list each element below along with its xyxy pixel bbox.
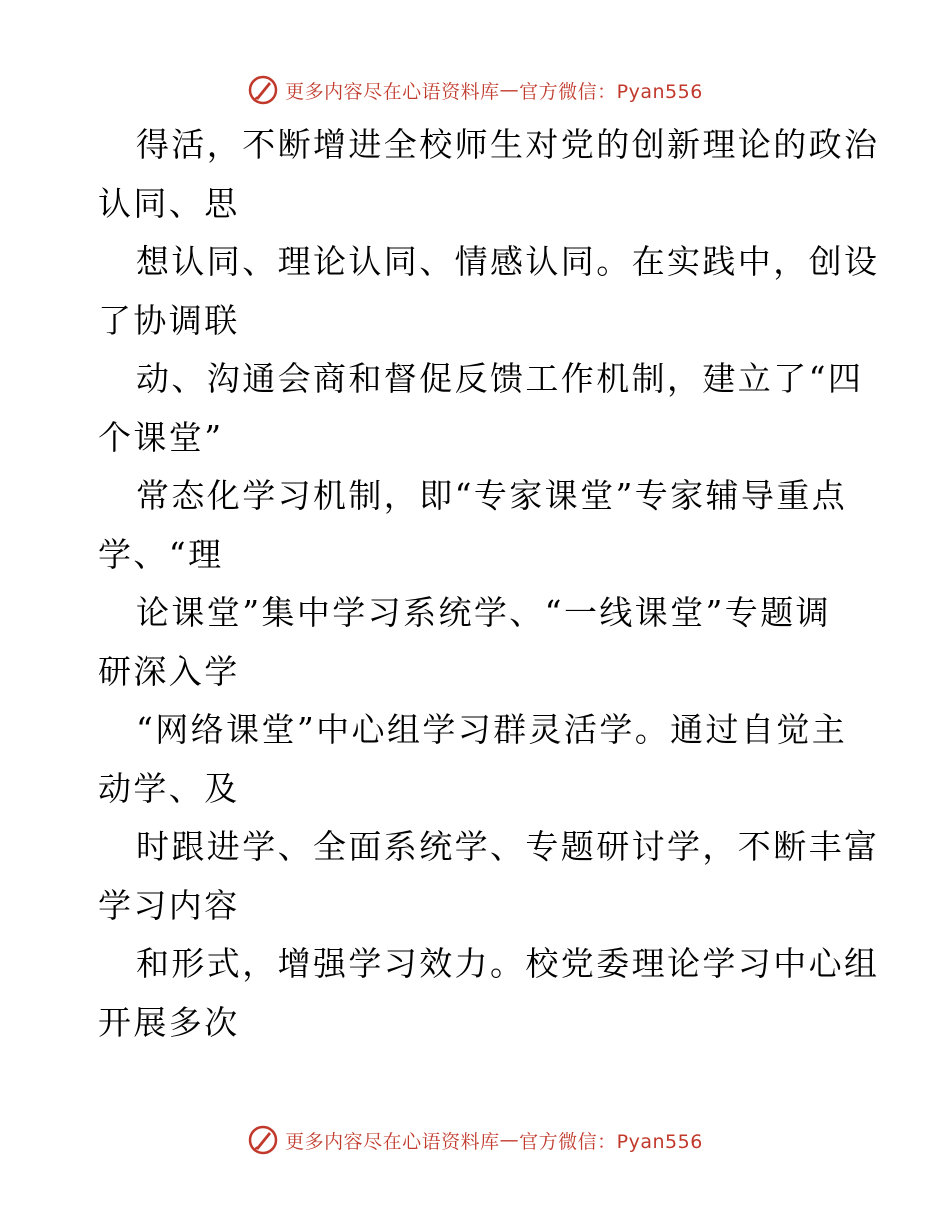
banner-separator: —: [499, 1129, 520, 1151]
text-line: 动、沟通会商和督促反馈工作机制，建立了“四: [136, 359, 864, 398]
text-line: 认同、思: [98, 183, 240, 223]
text-line: “网络课堂”中心组学习群灵活学。通过自觉主: [136, 710, 848, 749]
text-line: 动学、及: [98, 768, 240, 808]
text-line: 了协调联: [98, 300, 240, 340]
text-line: 个课堂”: [98, 417, 224, 457]
banner-brand-text: 更多内容尽在心语资料库: [285, 1130, 500, 1153]
text-line: 想认同、理论认同、情感认同。在实践中，创设: [136, 242, 880, 281]
banner-wechat-text: 官方微信：Pyan556: [519, 1130, 703, 1153]
text-line: 研深入学: [98, 651, 240, 691]
text-line: 论课堂”集中学习系统学、“一线课堂”专题调: [136, 593, 832, 632]
text-line: 和形式，增强学习效力。校党委理论学习中心组: [136, 944, 880, 983]
banner-brand-text: 更多内容尽在心语资料库: [285, 80, 500, 103]
document-body: [98, 116, 880, 1052]
banner-separator: —: [499, 79, 520, 101]
footer-banner: [0, 1120, 950, 1160]
text-line: 得活，不断增进全校师生对党的创新理论的政治: [136, 125, 880, 164]
quill-pen-logo-icon: [247, 74, 279, 106]
header-banner: [0, 70, 950, 110]
quill-pen-logo-icon: [247, 1124, 279, 1156]
text-line: 学、“理: [98, 534, 224, 574]
text-line: 学习内容: [98, 885, 240, 925]
banner-wechat-text: 官方微信：Pyan556: [519, 80, 703, 103]
text-line: 常态化学习机制，即“专家课堂”专家辅导重点: [136, 476, 848, 515]
text-line: 时跟进学、全面系统学、专题研讨学，不断丰富: [136, 827, 880, 866]
text-line: 开展多次: [98, 1002, 240, 1042]
